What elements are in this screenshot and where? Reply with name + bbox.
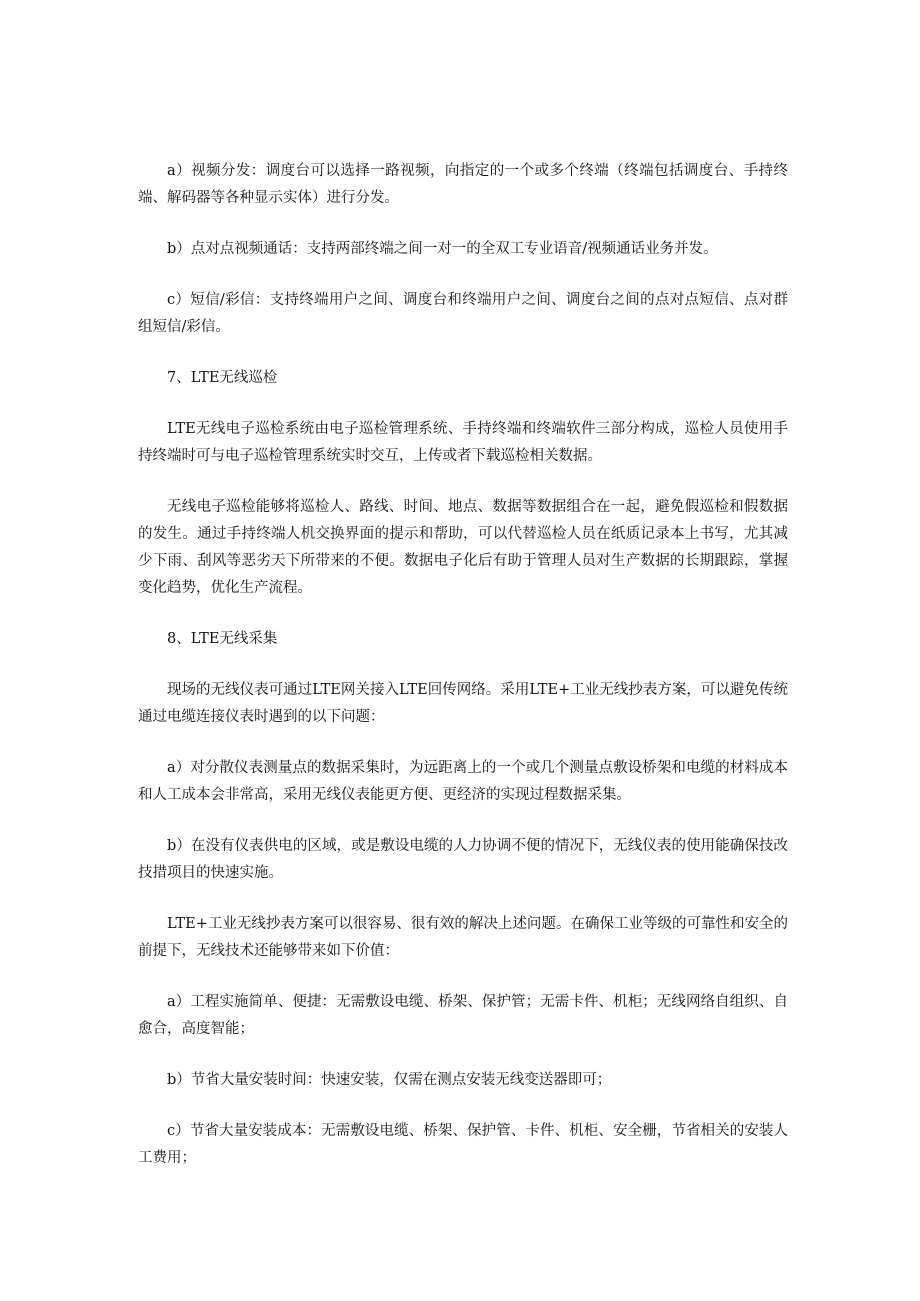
paragraph-solution-value: LTE+工业无线抄表方案可以很容易、很有效的解决上述问题。在确保工业等级的可靠性和安全的前提下，无线技术还能够带来如下价值： bbox=[138, 916, 788, 959]
section-heading-lte-collection: 8、LTE无线采集 bbox=[167, 631, 278, 647]
paragraph-wireless-meters: 现场的无线仪表可通过LTE网关接入LTE回传网络。采用LTE+工业无线抄表方案，可以避免传统通过电缆连接仪表时遇到的以下问题： bbox=[138, 682, 788, 725]
paragraph-value-c: c）节省大量安装成本：无需敷设电缆、桥架、保护管、卡件、机柜、安全栅，节省相关的安装人工费用； bbox=[138, 1123, 788, 1166]
paragraph-inspection-benefits: 无线电子巡检能够将巡检人、路线、时间、地点、数据等数据组合在一起，避免假巡检和假数据的发生。通过手持终端人机交换界面的提示和帮助，可以代替巡检人员在纸质记录本上书写，尤其减少下雨、刮风等恶劣天下所带来的不便。数据电子化后有助于管理人员对生产数据的长期跟踪，掌握变化趋势，优化生产流程。 bbox=[138, 499, 788, 596]
paragraph-value-b: b）节省大量安装时间：快速安装，仅需在测点安装无线变送器即可； bbox=[167, 1072, 612, 1088]
paragraph-problem-a: a）对分散仪表测量点的数据采集时，为远距离上的一个或几个测量点敷设桥架和电缆的材料成本和人工成本会非常高，采用无线仪表能更方便、更经济的实现过程数据采集。 bbox=[138, 760, 788, 803]
paragraph-problem-b: b）在没有仪表供电的区域，或是敷设电缆的人力协调不便的情况下，无线仪表的使用能确保技改技措项目的快速实施。 bbox=[138, 838, 788, 881]
document-body bbox=[138, 158, 788, 1196]
paragraph-p2p-video-call: b）点对点视频通话：支持两部终端之间一对一的全双工专业语音/视频通话业务并发。 bbox=[167, 241, 718, 257]
paragraph-video-distribution: a）视频分发：调度台可以选择一路视频，向指定的一个或多个终端（终端包括调度台、手持终端、解码器等各种显示实体）进行分发。 bbox=[138, 163, 788, 206]
paragraph-inspection-system: LTE无线电子巡检系统由电子巡检管理系统、手持终端和终端软件三部分构成，巡检人员使用手持终端时可与电子巡检管理系统实时交互，上传或者下载巡检相关数据。 bbox=[138, 421, 788, 464]
section-heading-lte-inspection: 7、LTE无线巡检 bbox=[167, 370, 278, 386]
paragraph-sms-mms: c）短信/彩信：支持终端用户之间、调度台和终端用户之间、调度台之间的点对点短信、点对群组短信/彩信。 bbox=[138, 292, 788, 335]
paragraph-value-a: a）工程实施简单、便捷：无需敷设电缆、桥架、保护管；无需卡件、机柜；无线网络自组织、自愈合，高度智能； bbox=[138, 994, 788, 1037]
